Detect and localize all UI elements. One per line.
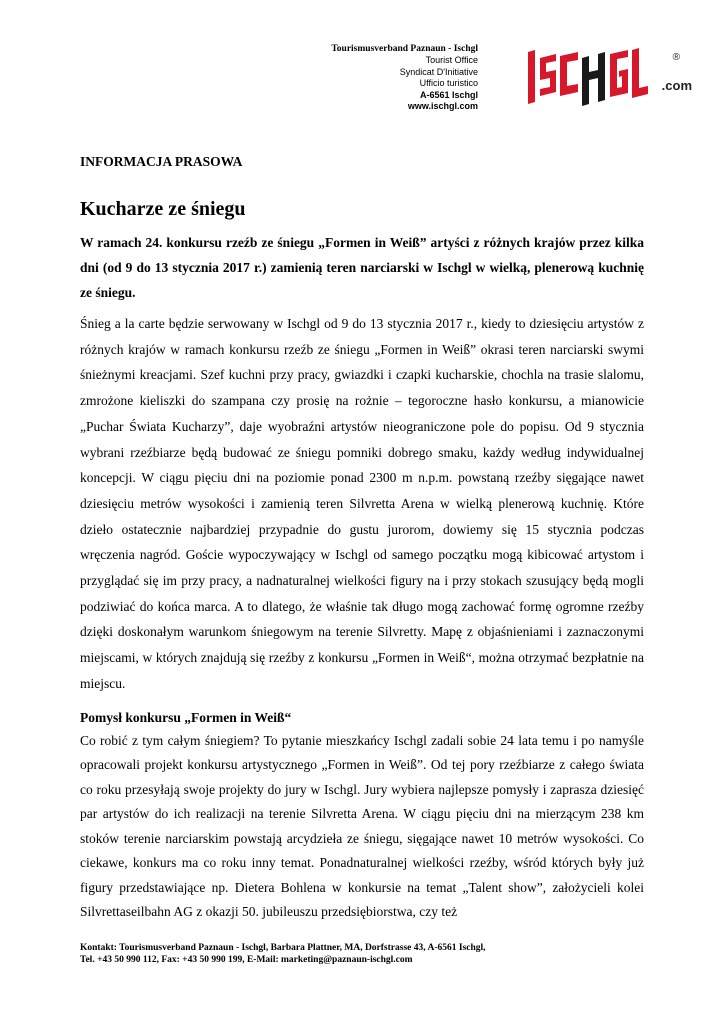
body-paragraph-2: Co robić z tym całym śniegiem? To pytanie mieszkańcy Ischgl zadali sobie 24 lata temu i po namyśle opracowali projekt konkursu artystycznego „Formen in Weiß”. Od tej pory rzeźbiarze z całego świata co roku przesyłają swoje projekty do jury w Ischgl. Jury wybiera najlepsze pomysły i zaprasza dziesięć par artystów do ich realizacji na terenie Silvretta Arena. W ciągu pięciu dni na mierzącym 238 km stoków terenie narciarskim powstają arcydzieła ze śniegu, sięgające nawet 10 metrów wysokości. Co ciekawe, konkurs ma co roku inny temat. Ponadnaturalnej wielkości rzeźby, wśród których były już figury przedstawiające np. Dietera Bohlena w konkursie na temat „Talent show”, założycieli kolei Silvrettaseilbahn AG z okazji 50. jubileuszu przedsiębiorstwa, czy też bbox=[80, 732, 644, 920]
letterhead bbox=[304, 44, 724, 114]
registered-mark: ® bbox=[672, 52, 680, 63]
page-title: Kucharze ze śniegu bbox=[80, 198, 246, 220]
section-heading: Pomysł konkursu „Formen in Weiß“ bbox=[80, 709, 292, 725]
contact-footer bbox=[80, 942, 660, 966]
lead-paragraph: W ramach 24. konkursu rzeźb ze śniegu „Formen in Weiß” artyści z różnych krajów przez kilka dni (od 9 do 13 stycznia 2017 r.) zamienią teren narciarski w Ischgl w wielką, plenerową kuchnię ze śniegu. bbox=[80, 235, 644, 300]
press-release-body bbox=[80, 154, 644, 925]
ischgl-logo bbox=[524, 44, 664, 114]
address-line: Ufficio turistico bbox=[419, 78, 478, 89]
address-line: Tourist Office bbox=[425, 55, 478, 66]
org-name: Tourismusverband Paznaun - Ischgl bbox=[331, 44, 478, 54]
document-label: INFORMACJA PRASOWA bbox=[80, 154, 243, 169]
footer-line-1: Kontakt: Tourismusverband Paznaun - Ischgl, Barbara Plattner, MA, Dorfstrasse 43, A-6561 Ischgl, bbox=[80, 943, 486, 953]
logo-suffix: .com bbox=[661, 78, 692, 93]
sender-address bbox=[331, 44, 478, 112]
address-line: Syndicat D'Initiative bbox=[399, 66, 478, 77]
postal-address: A-6561 Ischgl bbox=[419, 89, 478, 100]
body-paragraph-1: Śnieg a la carte będzie serwowany w Ischgl od 9 do 13 stycznia 2017 r., kiedy to dziesięciu artystów z różnych krajów w ramach konkursu rzeźb ze śniegu „Formen in Weiß” okrasi teren narciarski swymi śnieżnymi kreacjami. Szef kuchni przy pracy, gwiazdki i czapki kucharskie, chochla na trasie slalomu, zmrożone kieliszki do szampana czy prosię na rożnie – tegoroczne hasło konkursu, a mianowicie „Puchar Świata Kucharzy”, daje wyobraźni artystów nieograniczone pole do popisu. Od 9 stycznia wybrani rzeźbiarze będą budować ze śniegu pomniki dobrego smaku, każdy według indywidualnej koncepcji. W ciągu pięciu dni na poziomie ponad 2300 m n.p.m. powstaną rzeźby sięgające nawet dziesięciu metrów wysokości i zamienią teren Silvretta Arena w wielką plenerową kuchnię. Które dzieło ostatecznie najbardziej przypadnie do gustu jurorom, dowiemy się 15 stycznia podczas wręczenia nagród. Goście wypoczywający w Ischgl od samego początku mogą kibicować artystom i przyglądać się im przy pracy, a nadnaturalnej wielkości figury na i przy stokach szusujący będą mogli podziwiać do końca marca. A to dlatego, że właśnie tak długo mogą zachować formę ogromne rzeźby dzięki doskonałym warunkom śniegowym na terenie Silvretty. Mapę z objaśnieniami i zaznaczonymi miejscami, w których znajdują się rzeźby z konkursu „Formen in Weiß“, można otrzymać bezpłatnie na miejscu. bbox=[80, 316, 644, 691]
footer-line-2: Tel. +43 50 990 112, Fax: +43 50 990 199, E-Mail: marketing@paznaun-ischgl.com bbox=[80, 955, 413, 965]
website-link[interactable]: www.ischgl.com bbox=[407, 101, 478, 112]
